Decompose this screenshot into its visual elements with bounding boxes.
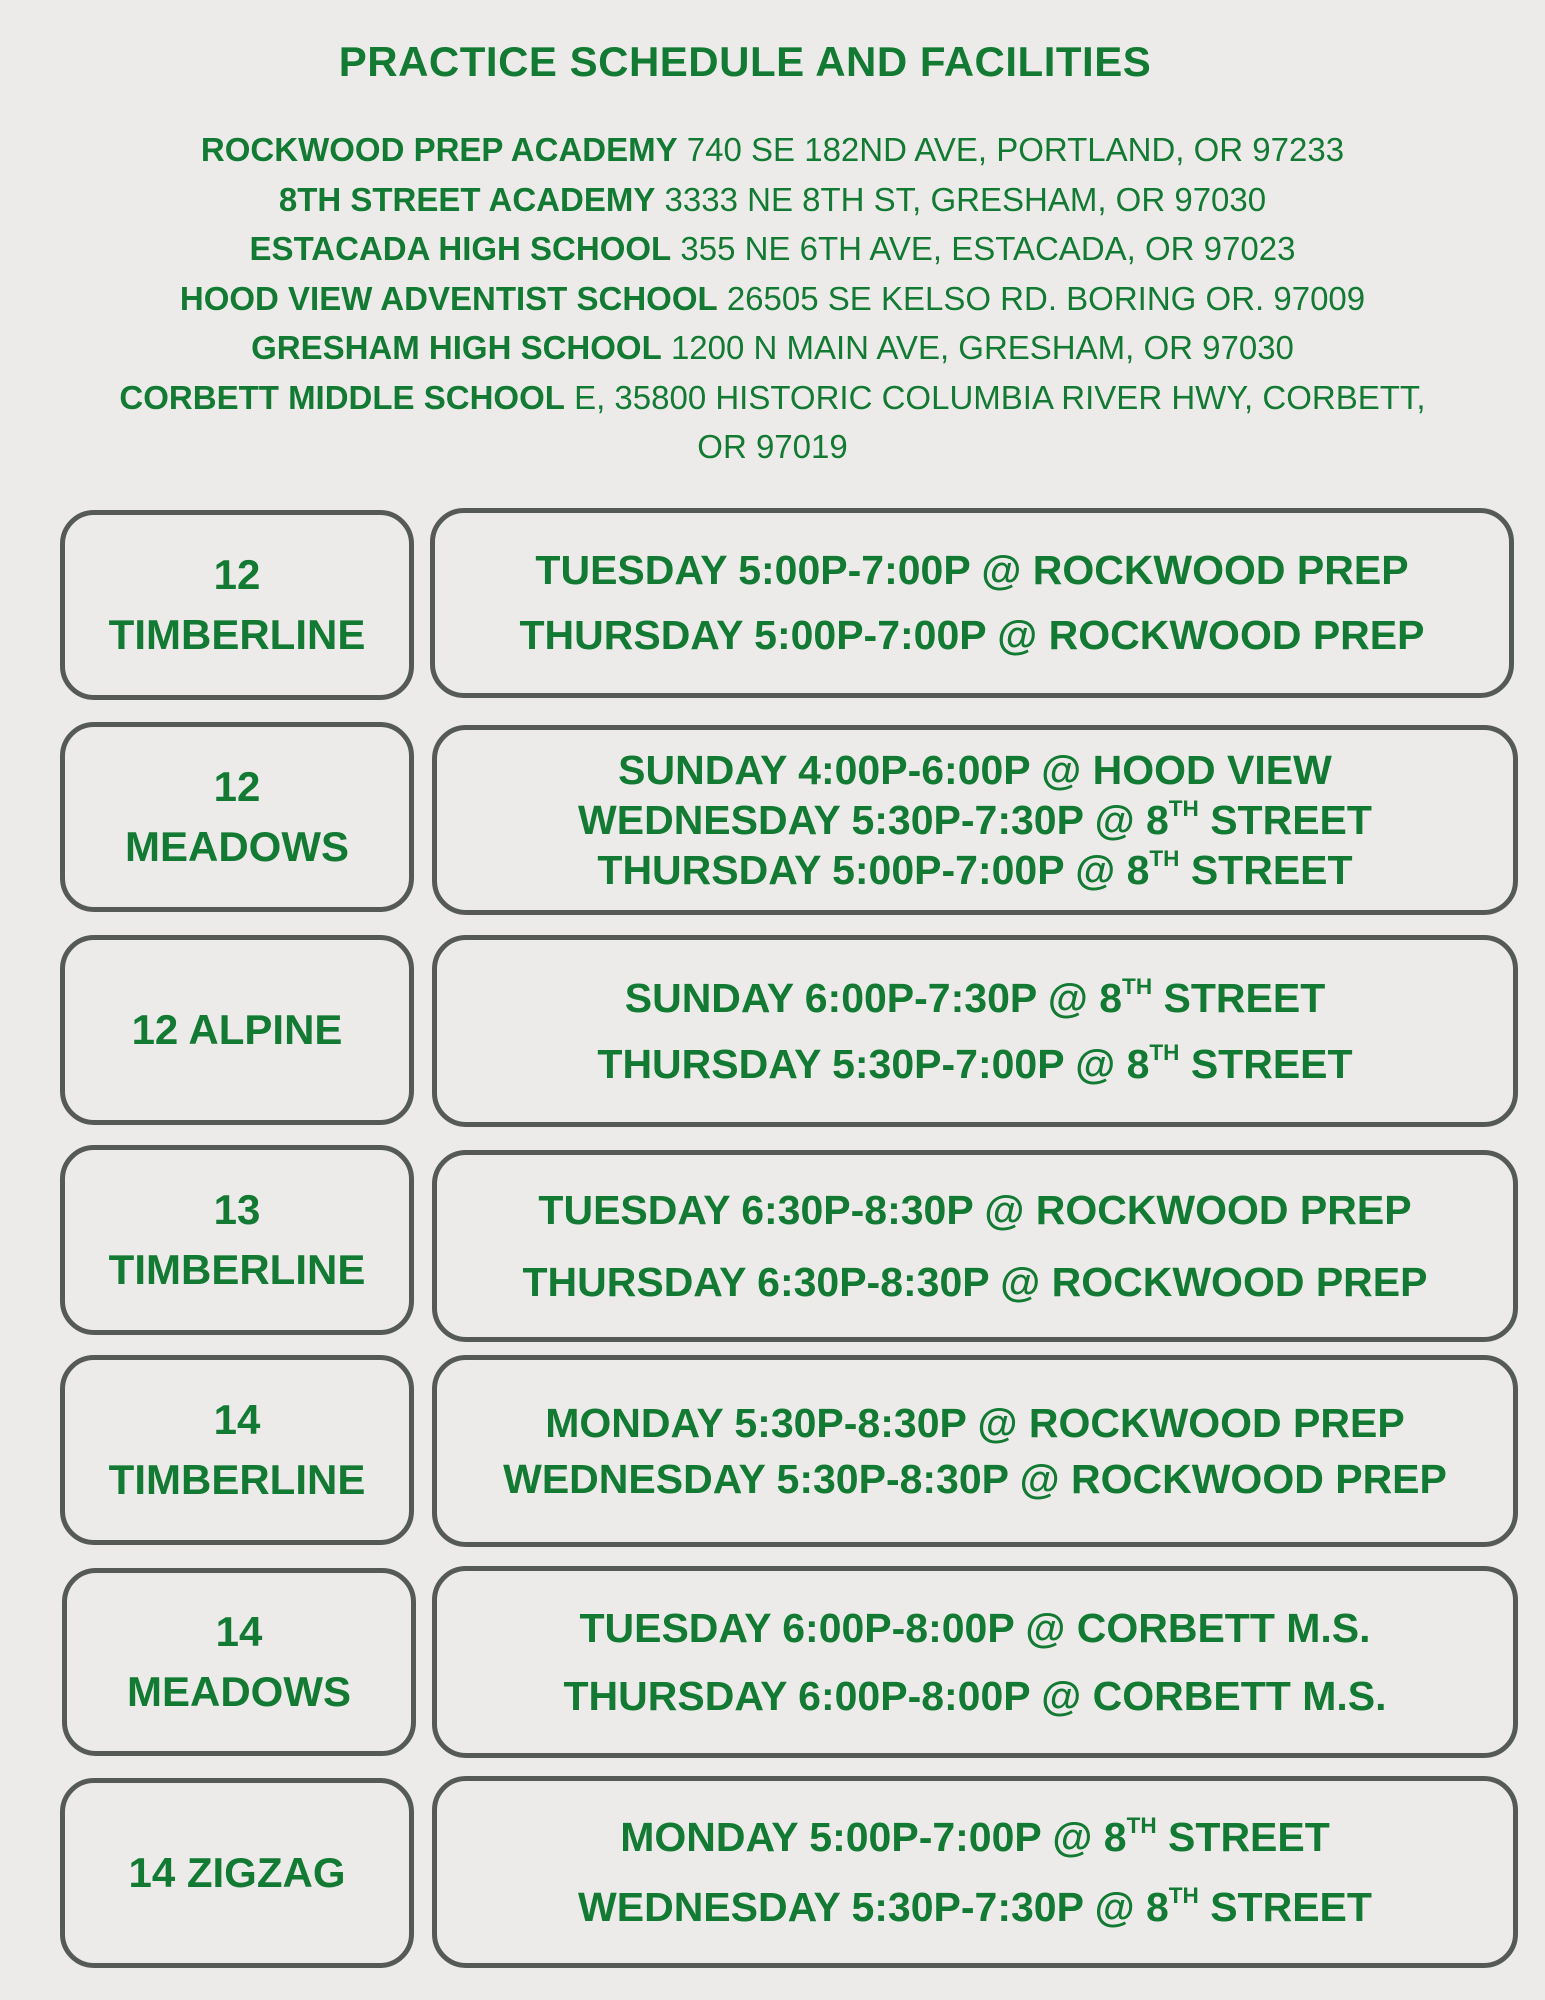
team-name: TIMBERLINE	[108, 1246, 366, 1293]
session-line: WEDNESDAY 5:30P-8:30P @ ROCKWOOD PREP	[503, 1456, 1447, 1502]
session-line: THURSDAY 5:00P-7:00P @ ROCKWOOD PREP	[519, 612, 1425, 658]
team-name: 12 ALPINE	[131, 1006, 343, 1053]
facility-line	[40, 274, 1505, 324]
session-line: TUESDAY 6:00P-8:00P @ CORBETT M.S.	[579, 1605, 1371, 1651]
facility-address: 3333 NE 8TH ST, GRESHAM, OR 97030	[664, 180, 1267, 218]
facility-line	[40, 224, 1505, 274]
team-box	[60, 1778, 414, 1968]
team-box	[60, 935, 414, 1125]
facility-name: ROCKWOOD PREP ACADEMY	[200, 131, 678, 168]
team-box	[62, 1568, 416, 1756]
facility-name: ESTACADA HIGH SCHOOL	[249, 230, 672, 267]
team-name: TIMBERLINE	[108, 611, 366, 658]
team-age: 14	[213, 1396, 261, 1443]
session-line: TUESDAY 5:00P-7:00P @ ROCKWOOD PREP	[535, 547, 1409, 593]
session-line: THURSDAY 5:00P-7:00P @ 8TH STREET	[597, 845, 1353, 893]
team-name: MEADOWS	[125, 823, 349, 870]
facility-name: HOOD VIEW ADVENTIST SCHOOL	[179, 279, 718, 317]
schedule-box	[432, 1776, 1518, 1968]
facilities-list	[40, 125, 1505, 472]
team-age: 14	[215, 1608, 263, 1655]
session-line: THURSDAY 5:30P-7:00P @ 8TH STREET	[597, 1039, 1353, 1087]
team-box	[60, 1145, 414, 1335]
team-age: 12	[213, 763, 261, 810]
facility-name: 8TH STREET ACADEMY	[278, 180, 656, 218]
schedule-box	[432, 1150, 1518, 1342]
facility-address-continued: OR 97019	[697, 428, 848, 465]
facility-line	[40, 125, 1505, 175]
facility-address: 355 NE 6TH AVE, ESTACADA, OR 97023	[680, 230, 1296, 267]
schedule-box	[430, 508, 1514, 698]
team-box	[60, 1355, 414, 1545]
session-line: WEDNESDAY 5:30P-7:30P @ 8TH STREET	[578, 795, 1372, 843]
team-name: TIMBERLINE	[108, 1456, 366, 1503]
schedule-box	[432, 725, 1518, 915]
facility-address: 1200 N MAIN AVE, GRESHAM, OR 97030	[670, 329, 1294, 366]
team-box	[60, 510, 414, 700]
facility-line-continued	[40, 422, 1505, 472]
team-name: 14 ZIGZAG	[128, 1849, 346, 1896]
session-line: TUESDAY 6:30P-8:30P @ ROCKWOOD PREP	[538, 1187, 1412, 1233]
team-box	[60, 722, 414, 912]
session-line: SUNDAY 6:00P-7:30P @ 8TH STREET	[624, 973, 1326, 1021]
facility-name: CORBETT MIDDLE SCHOOL	[119, 378, 565, 416]
session-line: MONDAY 5:30P-8:30P @ ROCKWOOD PREP	[545, 1400, 1405, 1446]
team-age: 12	[213, 551, 261, 598]
page-title: PRACTICE SCHEDULE AND FACILITIES	[338, 38, 1152, 85]
facility-line	[40, 175, 1505, 225]
schedule-box	[432, 935, 1518, 1127]
session-line: THURSDAY 6:00P-8:00P @ CORBETT M.S.	[563, 1673, 1387, 1719]
session-line: THURSDAY 6:30P-8:30P @ ROCKWOOD PREP	[522, 1259, 1428, 1305]
team-name: MEADOWS	[127, 1668, 351, 1715]
schedule-box	[432, 1566, 1518, 1758]
team-age: 13	[213, 1186, 261, 1233]
facility-line	[40, 323, 1505, 373]
session-line: SUNDAY 4:00P-6:00P @ HOOD VIEW	[618, 747, 1332, 793]
facility-address: E, 35800 HISTORIC COLUMBIA RIVER HWY, CORBETT,	[574, 378, 1426, 416]
facility-line	[40, 373, 1505, 423]
facility-address: 740 SE 182ND AVE, PORTLAND, OR 97233	[686, 131, 1345, 168]
session-line: MONDAY 5:00P-7:00P @ 8TH STREET	[620, 1812, 1330, 1860]
session-line: WEDNESDAY 5:30P-7:30P @ 8TH STREET	[578, 1882, 1372, 1930]
facility-address: 26505 SE KELSO RD. BORING OR. 97009	[726, 279, 1366, 317]
schedule-box	[432, 1355, 1518, 1547]
facility-name: GRESHAM HIGH SCHOOL	[251, 329, 662, 366]
